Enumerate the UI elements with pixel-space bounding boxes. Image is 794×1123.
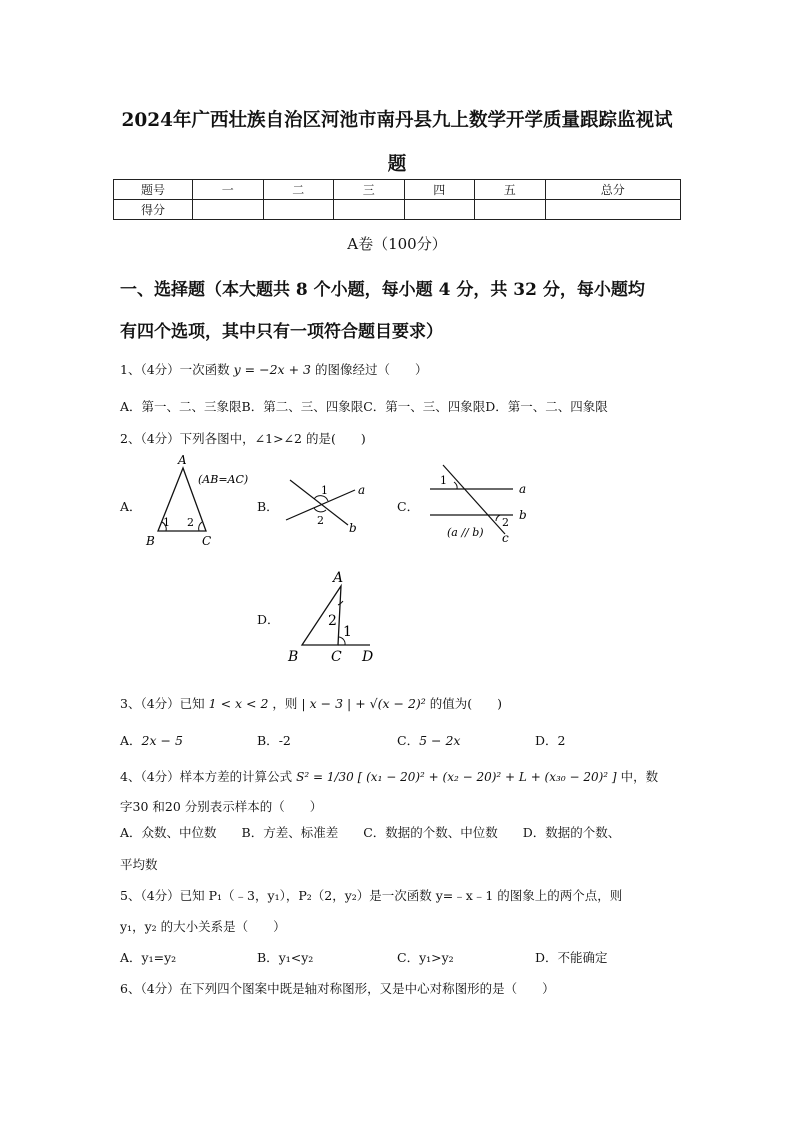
angle-label: 1 — [163, 516, 170, 529]
line-label: c — [502, 531, 509, 545]
q3-option-d — [535, 731, 565, 749]
q2-option-c-label: C． — [397, 499, 420, 514]
option-text: y₁=y₂ — [141, 950, 177, 965]
line-label: b — [519, 508, 527, 522]
option-text: 5 − 2x — [419, 733, 461, 748]
q2-figure-a — [140, 453, 260, 548]
q1-options: A．第一、二、三象限B．第二、三、四象限C．第一、三、四象限D．第一、二、四象限 — [120, 399, 608, 414]
option-label: B． — [257, 733, 279, 748]
option-label: A． — [120, 950, 142, 965]
q2-figure-b — [280, 470, 380, 540]
vertex-label: A — [333, 570, 344, 586]
option-text: 不能确定 — [557, 950, 608, 965]
q6-stem: 6、（4分）在下列四个图案中既是轴对称图形，又是中心对称图形的是（ ） — [120, 981, 555, 996]
option-label: A． — [120, 733, 142, 748]
vertex-label: B — [146, 534, 155, 548]
option-text: y₁<y₂ — [278, 950, 314, 965]
score-cell[interactable] — [475, 200, 546, 220]
option-label: D． — [535, 733, 558, 748]
score-cell[interactable] — [263, 200, 334, 220]
score-table-header-row — [114, 180, 681, 200]
score-row-label: 得分 — [114, 200, 193, 220]
q3-option-a — [120, 731, 183, 749]
q5-option-d — [535, 948, 608, 966]
angle-label: 1 — [343, 624, 352, 640]
score-header-cell: 三 — [334, 180, 405, 200]
vertex-label: C — [331, 649, 342, 665]
figure-note: (a // b) — [447, 526, 484, 539]
score-table — [113, 179, 681, 220]
doc-title-line1: 2024年广西壮族自治区河池市南丹县九上数学开学质量跟踪监视试 — [121, 110, 673, 131]
q3-option-c — [397, 731, 460, 749]
line-label: a — [519, 482, 527, 496]
option-text: 2 — [557, 733, 566, 748]
score-header-cell: 五 — [475, 180, 546, 200]
line-label: a — [358, 483, 366, 497]
angle-arc — [199, 522, 202, 531]
option-label: C． — [397, 733, 420, 748]
q1-stem — [120, 360, 427, 378]
q3-stem-pre: 3、（4分）已知 — [120, 696, 205, 711]
line-c — [443, 465, 505, 534]
score-cell[interactable] — [545, 200, 681, 220]
q4-stem — [120, 767, 658, 785]
q1-stem-post: 的图像经过（ ） — [314, 362, 428, 377]
q4-stem-line2: 字30 和20 分别表示样本的（ ） — [120, 799, 323, 814]
q4-options-cont: 平均数 — [120, 857, 158, 872]
score-table-score-row — [114, 200, 681, 220]
option-label: B． — [257, 950, 279, 965]
angle-label: 1 — [440, 474, 447, 487]
score-cell[interactable] — [193, 200, 264, 220]
vertex-label: A — [178, 453, 187, 467]
q2-figure-d — [282, 565, 382, 665]
angle-label: 2 — [317, 514, 324, 527]
figure-note: (AB=AC) — [198, 473, 249, 486]
option-label: C． — [397, 950, 420, 965]
score-header-cell: 总分 — [545, 180, 681, 200]
option-text: -2 — [278, 733, 291, 748]
q3-condition: 1 < x < 2 — [208, 696, 269, 711]
q4-stem-post: 中，数 — [620, 769, 659, 784]
q3-expression: | x − 3 | + √(x − 2)² — [301, 696, 426, 711]
option-text: 2x − 5 — [141, 733, 183, 748]
score-cell[interactable] — [334, 200, 405, 220]
q4-formula: S² = 1/30 [ (x₁ − 20)² + (x₂ − 20)² + L + (x₃₀ − 20)² ] — [296, 770, 617, 784]
q2-option-a-label: A． — [120, 499, 142, 514]
q3-option-b — [257, 731, 291, 749]
vertex-label: D — [362, 649, 374, 665]
q1-stem-pre: 1、（4分）一次函数 — [120, 362, 230, 377]
q3-stem-mid: ，则 — [272, 696, 298, 711]
q5-option-a — [120, 948, 176, 966]
doc-title-line2: 题 — [387, 154, 407, 175]
q3-stem-post: 的值为( ) — [429, 696, 503, 711]
q2-option-b-label: B． — [257, 499, 279, 514]
option-label: D． — [535, 950, 558, 965]
score-cell[interactable] — [404, 200, 475, 220]
angle-label: 2 — [187, 516, 194, 529]
score-header-cell: 二 — [263, 180, 334, 200]
q1-stem-math: y = −2x + 3 — [233, 362, 311, 377]
part1-heading-line1: 一、选择题（本大题共 8 个小题，每小题 4 分，共 32 分，每小题均 — [120, 280, 645, 300]
line-label: b — [349, 521, 357, 535]
q2-option-d-label: D． — [257, 612, 280, 627]
part1-heading-line2: 有四个选项，其中只有一项符合题目要求） — [120, 322, 443, 342]
angle-label: 1 — [321, 484, 328, 497]
angle-label: 2 — [502, 516, 509, 529]
vertex-label: C — [202, 534, 212, 548]
q5-option-b — [257, 948, 313, 966]
q2-stem: 2、（4分）下列各图中，∠1>∠2 的是( ) — [120, 431, 366, 446]
vertex-label: B — [288, 649, 299, 665]
angle-label: 2 — [328, 613, 337, 629]
q4-options: A．众数、中位数 B．方差、标准差 C．数据的个数、中位数 D．数据的个数、 — [120, 825, 621, 840]
q5-option-c — [397, 948, 454, 966]
q5-stem-line1: 5、（4分）已知 P₁（﹣3，y₁），P₂（2，y₂）是一次函数 y=﹣x﹣1 的图象上的两个点，则 — [120, 888, 623, 903]
score-header-cell: 一 — [193, 180, 264, 200]
angle-arc — [454, 482, 457, 489]
score-header-cell: 题号 — [114, 180, 193, 200]
section-a-heading: A卷（100分） — [347, 235, 447, 253]
option-text: y₁>y₂ — [419, 950, 454, 965]
score-header-cell: 四 — [404, 180, 475, 200]
q4-stem-pre: 4、（4分）样本方差的计算公式 — [120, 769, 293, 784]
angle-arc — [314, 508, 326, 512]
q5-stem-line2: y₁，y₂ 的大小关系是（ ） — [120, 919, 286, 934]
angle-arc — [496, 515, 500, 521]
q2-figure-c — [425, 460, 540, 545]
q3-stem — [120, 694, 502, 712]
